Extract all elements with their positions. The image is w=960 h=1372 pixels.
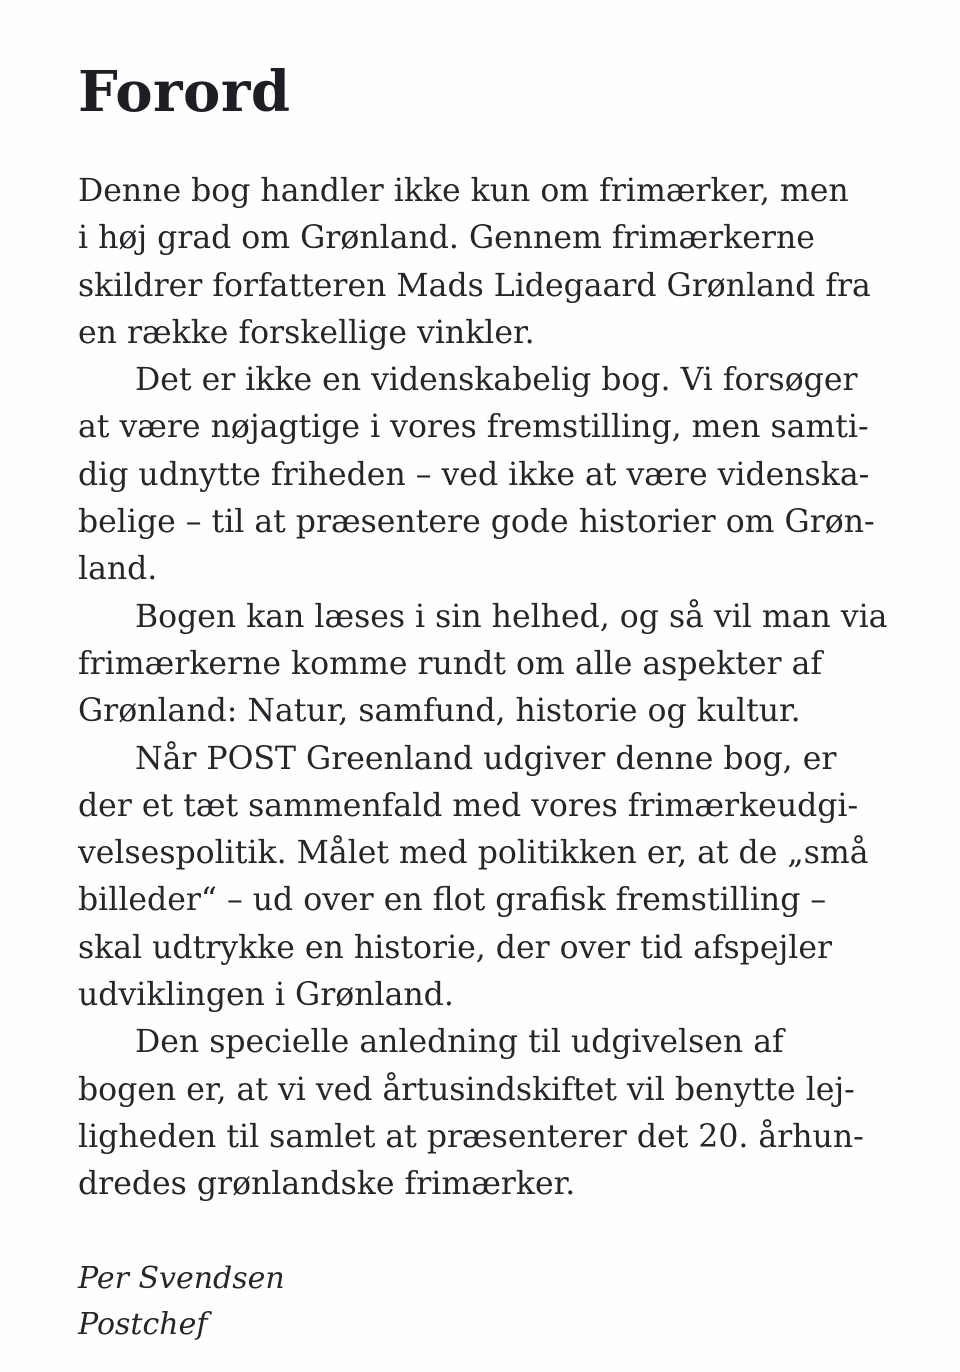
paragraph-5 [78, 1019, 878, 1208]
text-line: Den specielle anledning til udgivelsen af [135, 1024, 784, 1061]
text-line: belige – til at præsentere gode historier om Grøn- [78, 504, 875, 541]
paragraph-1 [78, 168, 878, 357]
text-line: Bogen kan læses i sin helhed, og så vil man via [135, 598, 888, 635]
text-line: frimærkerne komme rundt om alle aspekter af [78, 645, 823, 682]
text-line: Grønland: Natur, samfund, historie og kultur. [78, 693, 801, 730]
signature-title: Postchef [78, 1307, 208, 1342]
text-line: der et tæt sammenfald med vores frimærkeudgi- [78, 787, 859, 824]
text-line: ligheden til samlet at præsenterer det 20. århun- [78, 1118, 864, 1155]
text-line: udviklingen i Grønland. [78, 977, 454, 1014]
text-line: bogen er, at vi ved årtusindskiftet vil benytte lej- [78, 1071, 855, 1108]
text-line: at være nøjagtige i vores fremstilling, men samti- [78, 409, 869, 446]
paragraph-2 [78, 357, 878, 593]
text-line: billeder“ – ud over en flot grafisk fremstilling – [78, 882, 827, 919]
paragraph-3 [78, 594, 888, 736]
text-line: skildrer forfatteren Mads Lidegaard Grønland fra [78, 267, 871, 304]
signature-block [78, 1256, 285, 1348]
signature-name: Per Svendsen [78, 1261, 285, 1296]
text-line: skal udtrykke en historie, der over tid afspejler [78, 929, 833, 966]
page-title: Forord [78, 59, 291, 125]
text-line: dig udnytte friheden – ved ikke at være videnska- [78, 456, 870, 493]
text-line: Når POST Greenland udgiver denne bog, er [135, 740, 837, 777]
paragraph-4 [78, 736, 878, 1020]
text-line: Det er ikke en videnskabelig bog. Vi forsøger [135, 362, 858, 399]
text-line: dredes grønlandske frimærker. [78, 1166, 576, 1203]
text-line: velsespolitik. Målet med politikken er, at de „små [78, 835, 869, 872]
text-line: i høj grad om Grønland. Gennem frimærkerne [78, 220, 815, 257]
text-line: en række forskellige vinkler. [78, 314, 535, 351]
text-line: land. [78, 551, 158, 588]
foreword-body [78, 168, 888, 1209]
text-line: Denne bog handler ikke kun om frimærker, men [78, 173, 849, 209]
